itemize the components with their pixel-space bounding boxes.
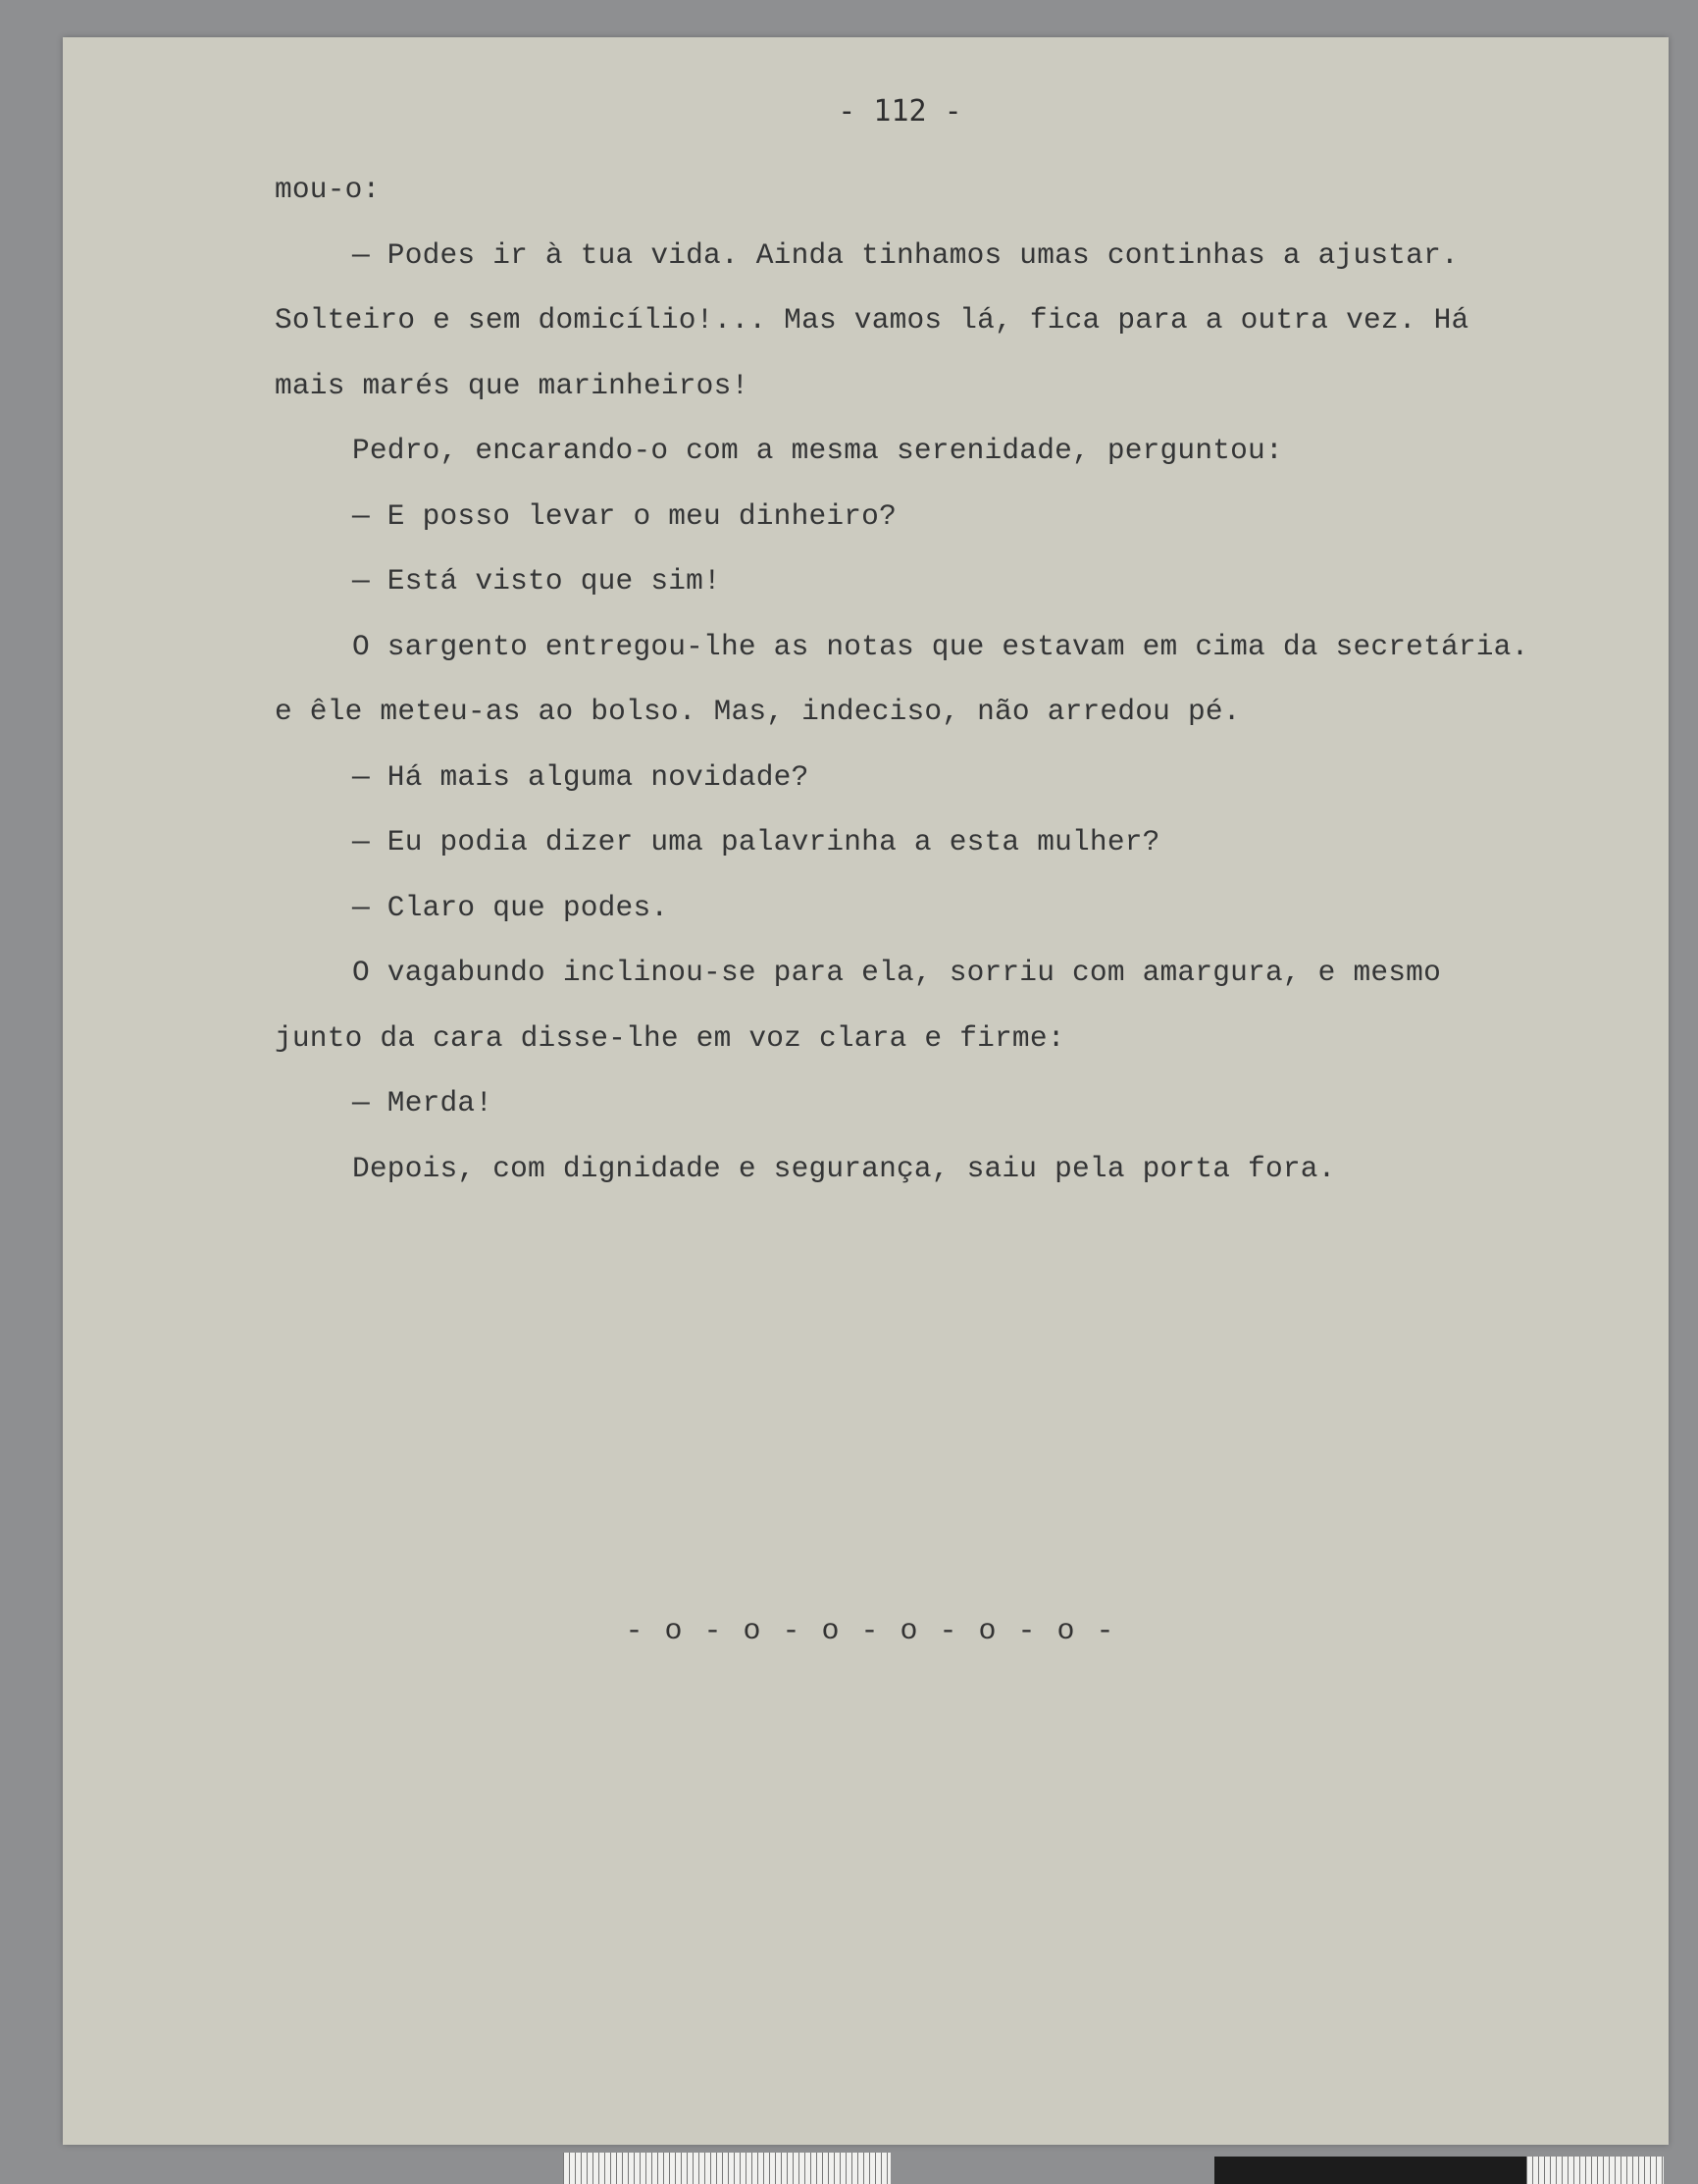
- text-line: — Claro que podes.: [352, 890, 669, 924]
- text-line: Pedro, encarando-o com a mesma serenidade, perguntou:: [352, 434, 1283, 467]
- text-line: O sargento entregou-lhe as notas que estavam em cima da secretária.: [352, 629, 1529, 663]
- text-line: — Merda!: [352, 1086, 493, 1119]
- text-line: — Eu podia dizer uma palavrinha a esta mulher?: [352, 825, 1160, 858]
- scale-ruler: [563, 2153, 891, 2184]
- text-line: O vagabundo inclinou-se para ela, sorriu com amargura, e mesmo: [352, 956, 1441, 989]
- text-line: Depois, com dignidade e segurança, saiu pela porta fora.: [352, 1151, 1336, 1185]
- text-line: mais marés que marinheiros!: [275, 368, 749, 402]
- text-line: — E posso levar o meu dinheiro?: [352, 498, 897, 533]
- color-bar: [1214, 2157, 1526, 2184]
- scale-ruler-right: [1526, 2157, 1664, 2184]
- page-body: [275, 157, 1648, 1201]
- text-line: mou-o:: [275, 173, 381, 206]
- text-line: — Está visto que sim!: [352, 564, 721, 598]
- section-separator: - o - o - o - o - o - o -: [625, 1615, 1116, 1648]
- text-line: — Há mais alguma novidade?: [352, 759, 809, 794]
- page-number: - 112 -: [838, 94, 962, 129]
- text-line: — Podes ir à tua vida. Ainda tinhamos umas continhas a ajustar.: [352, 237, 1459, 272]
- text-line: junto da cara disse-lhe em voz clara e firme:: [275, 1020, 1065, 1055]
- typewritten-page: [63, 37, 1669, 2145]
- text-line: Solteiro e sem domicílio!... Mas vamos lá, fica para a outra vez. Há: [275, 303, 1469, 337]
- text-line: e êle meteu-as ao bolso. Mas, indeciso, não arredou pé.: [275, 695, 1241, 728]
